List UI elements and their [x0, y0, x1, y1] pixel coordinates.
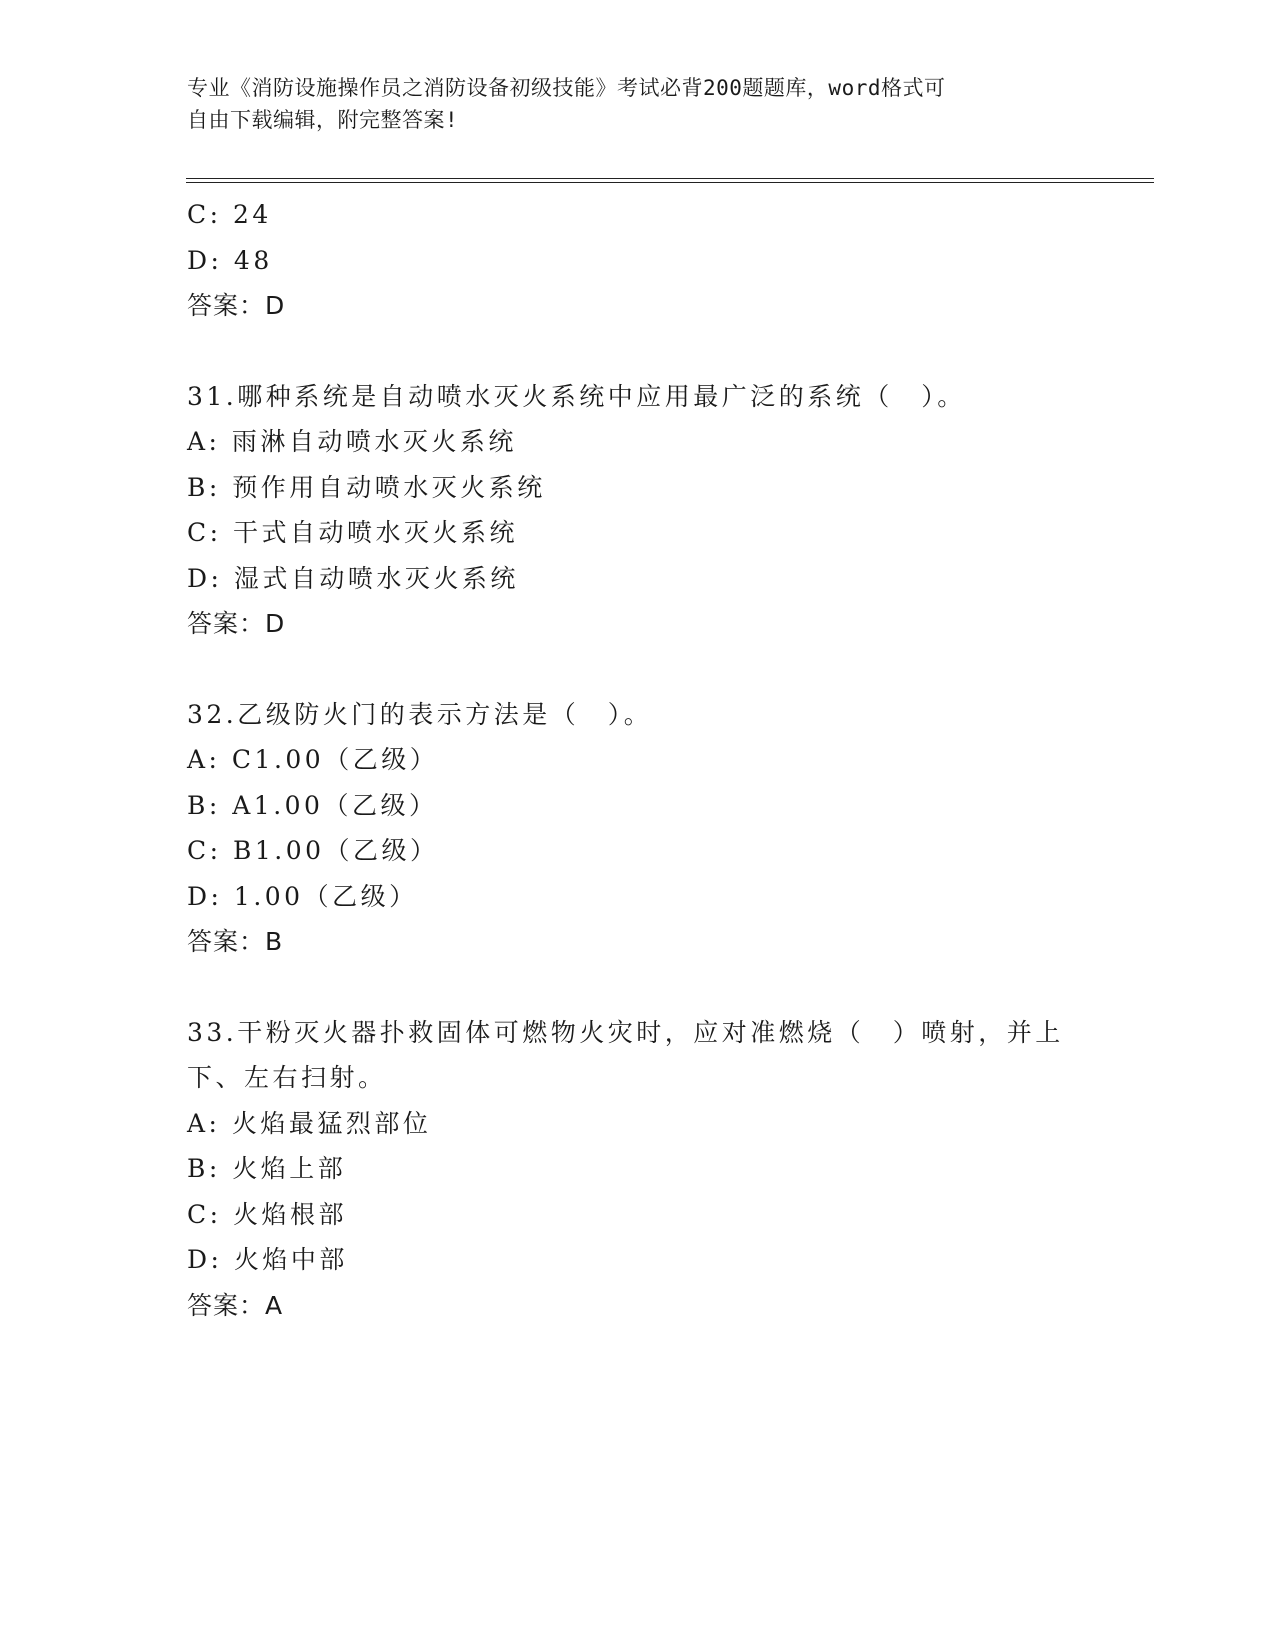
- question-32-option-d: D: 1.00（乙级）: [187, 881, 418, 911]
- question-31-option-c: C: 干式自动喷水灭火系统: [187, 518, 518, 547]
- question-33-stem-line-1: 33.干粉灭火器扑救固体可燃物火灾时，应对准燃烧（ ）喷射，并上: [187, 1017, 1064, 1047]
- answer-line: 答案：D: [187, 291, 286, 320]
- question-32-answer: 答案：B: [187, 927, 284, 956]
- spacer: [187, 329, 1087, 374]
- spacer: [187, 647, 1087, 692]
- question-31-option-a: A: 雨淋自动喷水灭火系统: [187, 427, 517, 456]
- question-31-option-b: B: 预作用自动喷水灭火系统: [187, 472, 546, 502]
- question-32-option-a: A: C1.00（乙级）: [187, 745, 439, 774]
- question-33-option-c: C: 火焰根部: [187, 1199, 347, 1229]
- question-33-option-d: D: 火焰中部: [187, 1245, 348, 1274]
- question-31-option-d: D: 湿式自动喷水灭火系统: [187, 563, 519, 593]
- question-32-option-c: C: B1.00（乙级）: [187, 836, 439, 865]
- spacer: [187, 965, 1087, 1010]
- document-header: [187, 72, 1067, 136]
- question-33-option-b: B: 火焰上部: [187, 1154, 347, 1183]
- question-33-stem-line-2: 下、左右扫射。: [187, 1063, 387, 1092]
- option-d: D: 48: [187, 245, 273, 275]
- question-32-option-b: B: A1.00（乙级）: [187, 790, 438, 820]
- question-content: [187, 192, 1087, 1328]
- question-32-stem: 32.乙级防火门的表示方法是（ ）。: [187, 699, 653, 729]
- header-title-line-2: 自由下载编辑，附完整答案!: [187, 108, 459, 132]
- header-divider-bottom: [186, 182, 1154, 183]
- question-31-stem: 31.哪种系统是自动喷水灭火系统中应用最广泛的系统（ ）。: [187, 381, 966, 411]
- option-c: C: 24: [187, 200, 272, 229]
- header-title-line-1: 专业《消防设施操作员之消防设备初级技能》考试必背200题题库，word格式可: [187, 76, 946, 100]
- question-31-answer: 答案：D: [187, 609, 286, 638]
- question-33-option-a: A: 火焰最猛烈部位: [187, 1108, 432, 1138]
- header-divider-top: [186, 178, 1154, 179]
- question-33-answer: 答案：A: [187, 1290, 284, 1320]
